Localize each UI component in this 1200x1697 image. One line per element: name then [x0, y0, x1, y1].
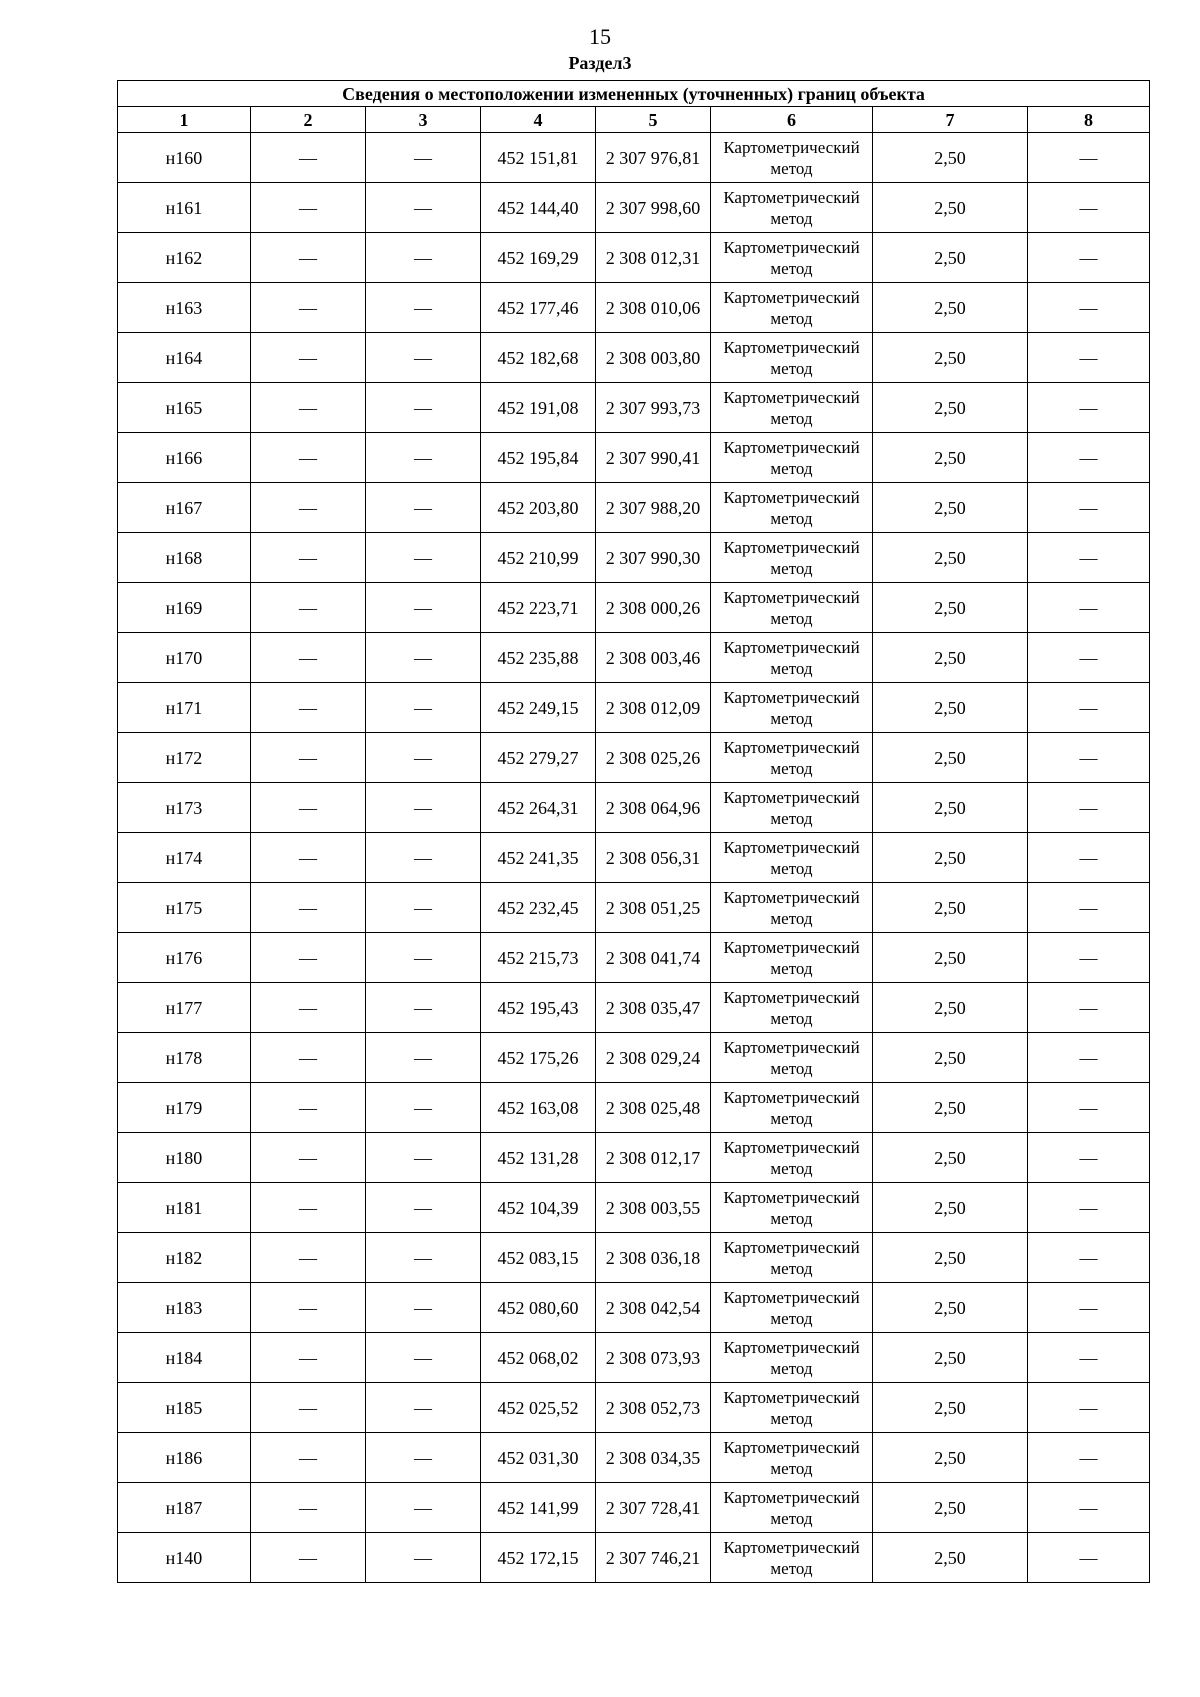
column-2-cell: — [251, 133, 366, 183]
column-3-cell: — [366, 233, 481, 283]
point-name-cell: н187 [118, 1483, 251, 1533]
table-row [118, 1533, 1150, 1583]
method-cell: Картометрический метод [711, 133, 873, 183]
point-name-cell: н174 [118, 833, 251, 883]
column-8-cell: — [1028, 183, 1150, 233]
method-cell: Картометрический метод [711, 983, 873, 1033]
method-cell: Картометрический метод [711, 183, 873, 233]
y-coordinate-cell: 2 308 010,06 [596, 283, 711, 333]
column-8-cell: — [1028, 883, 1150, 933]
column-3-cell: — [366, 1483, 481, 1533]
table-row [118, 283, 1150, 333]
column-8-cell: — [1028, 983, 1150, 1033]
column-3-cell: — [366, 933, 481, 983]
table-row [118, 833, 1150, 883]
y-coordinate-cell: 2 307 990,41 [596, 433, 711, 483]
accuracy-cell: 2,50 [873, 1283, 1028, 1333]
x-coordinate-cell: 452 241,35 [481, 833, 596, 883]
column-8-cell: — [1028, 783, 1150, 833]
x-coordinate-cell: 452 215,73 [481, 933, 596, 983]
point-name-cell: н167 [118, 483, 251, 533]
column-2-cell: — [251, 1483, 366, 1533]
x-coordinate-cell: 452 172,15 [481, 1533, 596, 1583]
column-2-cell: — [251, 1083, 366, 1133]
table-body [118, 81, 1150, 1583]
y-coordinate-cell: 2 308 000,26 [596, 583, 711, 633]
method-cell: Картометрический метод [711, 1333, 873, 1383]
table-row [118, 433, 1150, 483]
table-row [118, 1233, 1150, 1283]
table-row [118, 1283, 1150, 1333]
column-header-7: 7 [873, 107, 1028, 133]
table-caption-row [118, 81, 1150, 107]
method-cell: Картометрический метод [711, 783, 873, 833]
column-8-cell: — [1028, 583, 1150, 633]
table-row [118, 633, 1150, 683]
column-3-cell: — [366, 1333, 481, 1383]
y-coordinate-cell: 2 308 012,17 [596, 1133, 711, 1183]
y-coordinate-cell: 2 308 056,31 [596, 833, 711, 883]
method-cell: Картометрический метод [711, 283, 873, 333]
column-8-cell: — [1028, 1333, 1150, 1383]
column-8-cell: — [1028, 1133, 1150, 1183]
x-coordinate-cell: 452 264,31 [481, 783, 596, 833]
method-cell: Картометрический метод [711, 1183, 873, 1233]
accuracy-cell: 2,50 [873, 433, 1028, 483]
accuracy-cell: 2,50 [873, 883, 1028, 933]
point-name-cell: н172 [118, 733, 251, 783]
x-coordinate-cell: 452 177,46 [481, 283, 596, 333]
point-name-cell: н177 [118, 983, 251, 1033]
x-coordinate-cell: 452 249,15 [481, 683, 596, 733]
x-coordinate-cell: 452 195,84 [481, 433, 596, 483]
accuracy-cell: 2,50 [873, 1383, 1028, 1433]
column-3-cell: — [366, 1183, 481, 1233]
column-3-cell: — [366, 583, 481, 633]
point-name-cell: н166 [118, 433, 251, 483]
accuracy-cell: 2,50 [873, 1333, 1028, 1383]
table-row [118, 1383, 1150, 1433]
column-2-cell: — [251, 733, 366, 783]
table-row [118, 133, 1150, 183]
accuracy-cell: 2,50 [873, 483, 1028, 533]
x-coordinate-cell: 452 025,52 [481, 1383, 596, 1433]
column-header-5: 5 [596, 107, 711, 133]
point-name-cell: н165 [118, 383, 251, 433]
method-cell: Картометрический метод [711, 933, 873, 983]
table-row [118, 1033, 1150, 1083]
column-3-cell: — [366, 1383, 481, 1433]
point-name-cell: н161 [118, 183, 251, 233]
x-coordinate-cell: 452 169,29 [481, 233, 596, 283]
table-row [118, 683, 1150, 733]
table-row [118, 533, 1150, 583]
method-cell: Картометрический метод [711, 1383, 873, 1433]
point-name-cell: н170 [118, 633, 251, 683]
table-row [118, 583, 1150, 633]
method-cell: Картометрический метод [711, 1483, 873, 1533]
point-name-cell: н179 [118, 1083, 251, 1133]
table-row [118, 1483, 1150, 1533]
y-coordinate-cell: 2 308 003,46 [596, 633, 711, 683]
table-row [118, 1433, 1150, 1483]
point-name-cell: н181 [118, 1183, 251, 1233]
column-8-cell: — [1028, 1233, 1150, 1283]
column-2-cell: — [251, 583, 366, 633]
accuracy-cell: 2,50 [873, 183, 1028, 233]
column-8-cell: — [1028, 333, 1150, 383]
table-caption: Сведения о местоположении измененных (уточненных) границ объекта [118, 81, 1150, 107]
point-name-cell: н140 [118, 1533, 251, 1583]
accuracy-cell: 2,50 [873, 733, 1028, 783]
y-coordinate-cell: 2 307 993,73 [596, 383, 711, 433]
column-3-cell: — [366, 633, 481, 683]
y-coordinate-cell: 2 308 012,31 [596, 233, 711, 283]
point-name-cell: н184 [118, 1333, 251, 1383]
column-2-cell: — [251, 183, 366, 233]
x-coordinate-cell: 452 191,08 [481, 383, 596, 433]
column-3-cell: — [366, 333, 481, 383]
column-2-cell: — [251, 1333, 366, 1383]
method-cell: Картометрический метод [711, 583, 873, 633]
column-header-6: 6 [711, 107, 873, 133]
column-2-cell: — [251, 1533, 366, 1583]
column-2-cell: — [251, 833, 366, 883]
method-cell: Картометрический метод [711, 733, 873, 783]
column-header-8: 8 [1028, 107, 1150, 133]
table-row [118, 933, 1150, 983]
column-2-cell: — [251, 233, 366, 283]
column-8-cell: — [1028, 933, 1150, 983]
method-cell: Картометрический метод [711, 833, 873, 883]
column-2-cell: — [251, 883, 366, 933]
method-cell: Картометрический метод [711, 1133, 873, 1183]
accuracy-cell: 2,50 [873, 583, 1028, 633]
table-row [118, 483, 1150, 533]
column-8-cell: — [1028, 383, 1150, 433]
point-name-cell: н178 [118, 1033, 251, 1083]
accuracy-cell: 2,50 [873, 1233, 1028, 1283]
accuracy-cell: 2,50 [873, 1533, 1028, 1583]
column-8-cell: — [1028, 733, 1150, 783]
column-2-cell: — [251, 683, 366, 733]
column-8-cell: — [1028, 133, 1150, 183]
point-name-cell: н183 [118, 1283, 251, 1333]
column-2-cell: — [251, 1283, 366, 1333]
x-coordinate-cell: 452 068,02 [481, 1333, 596, 1383]
point-name-cell: н182 [118, 1233, 251, 1283]
column-3-cell: — [366, 883, 481, 933]
y-coordinate-cell: 2 308 025,26 [596, 733, 711, 783]
method-cell: Картометрический метод [711, 333, 873, 383]
y-coordinate-cell: 2 308 012,09 [596, 683, 711, 733]
point-name-cell: н173 [118, 783, 251, 833]
column-3-cell: — [366, 1133, 481, 1183]
column-3-cell: — [366, 433, 481, 483]
column-number-row [118, 107, 1150, 133]
column-2-cell: — [251, 983, 366, 1033]
accuracy-cell: 2,50 [873, 833, 1028, 883]
y-coordinate-cell: 2 308 041,74 [596, 933, 711, 983]
y-coordinate-cell: 2 308 034,35 [596, 1433, 711, 1483]
column-header-4: 4 [481, 107, 596, 133]
y-coordinate-cell: 2 308 035,47 [596, 983, 711, 1033]
y-coordinate-cell: 2 308 025,48 [596, 1083, 711, 1133]
column-2-cell: — [251, 1033, 366, 1083]
table-row [118, 1133, 1150, 1183]
column-2-cell: — [251, 633, 366, 683]
column-8-cell: — [1028, 1483, 1150, 1533]
y-coordinate-cell: 2 307 998,60 [596, 183, 711, 233]
method-cell: Картометрический метод [711, 233, 873, 283]
column-2-cell: — [251, 1233, 366, 1283]
column-8-cell: — [1028, 1383, 1150, 1433]
section-title: Раздел3 [568, 53, 632, 73]
column-3-cell: — [366, 733, 481, 783]
y-coordinate-cell: 2 308 073,93 [596, 1333, 711, 1383]
method-cell: Картометрический метод [711, 383, 873, 433]
column-8-cell: — [1028, 1533, 1150, 1583]
column-3-cell: — [366, 1533, 481, 1583]
accuracy-cell: 2,50 [873, 1483, 1028, 1533]
x-coordinate-cell: 452 175,26 [481, 1033, 596, 1083]
accuracy-cell: 2,50 [873, 683, 1028, 733]
boundary-coordinates-table [117, 80, 1150, 1583]
method-cell: Картометрический метод [711, 1033, 873, 1083]
accuracy-cell: 2,50 [873, 233, 1028, 283]
point-name-cell: н163 [118, 283, 251, 333]
point-name-cell: н162 [118, 233, 251, 283]
accuracy-cell: 2,50 [873, 633, 1028, 683]
y-coordinate-cell: 2 308 029,24 [596, 1033, 711, 1083]
accuracy-cell: 2,50 [873, 283, 1028, 333]
method-cell: Картометрический метод [711, 1083, 873, 1133]
column-8-cell: — [1028, 683, 1150, 733]
column-2-cell: — [251, 1433, 366, 1483]
column-2-cell: — [251, 1183, 366, 1233]
column-3-cell: — [366, 1233, 481, 1283]
table-row [118, 783, 1150, 833]
column-8-cell: — [1028, 1433, 1150, 1483]
table-row [118, 883, 1150, 933]
column-2-cell: — [251, 1133, 366, 1183]
accuracy-cell: 2,50 [873, 1433, 1028, 1483]
x-coordinate-cell: 452 131,28 [481, 1133, 596, 1183]
column-3-cell: — [366, 1283, 481, 1333]
column-3-cell: — [366, 383, 481, 433]
y-coordinate-cell: 2 307 746,21 [596, 1533, 711, 1583]
point-name-cell: н176 [118, 933, 251, 983]
method-cell: Картометрический метод [711, 683, 873, 733]
y-coordinate-cell: 2 307 990,30 [596, 533, 711, 583]
x-coordinate-cell: 452 223,71 [481, 583, 596, 633]
column-3-cell: — [366, 533, 481, 583]
column-header-2: 2 [251, 107, 366, 133]
point-name-cell: н171 [118, 683, 251, 733]
accuracy-cell: 2,50 [873, 533, 1028, 583]
column-2-cell: — [251, 333, 366, 383]
table-row [118, 1183, 1150, 1233]
column-3-cell: — [366, 783, 481, 833]
x-coordinate-cell: 452 141,99 [481, 1483, 596, 1533]
column-8-cell: — [1028, 233, 1150, 283]
y-coordinate-cell: 2 308 003,80 [596, 333, 711, 383]
point-name-cell: н169 [118, 583, 251, 633]
x-coordinate-cell: 452 144,40 [481, 183, 596, 233]
accuracy-cell: 2,50 [873, 983, 1028, 1033]
x-coordinate-cell: 452 163,08 [481, 1083, 596, 1133]
method-cell: Картометрический метод [711, 1533, 873, 1583]
point-name-cell: н186 [118, 1433, 251, 1483]
column-3-cell: — [366, 983, 481, 1033]
column-3-cell: — [366, 1083, 481, 1133]
column-header-1: 1 [118, 107, 251, 133]
column-3-cell: — [366, 1033, 481, 1083]
y-coordinate-cell: 2 307 988,20 [596, 483, 711, 533]
column-2-cell: — [251, 433, 366, 483]
column-3-cell: — [366, 133, 481, 183]
method-cell: Картометрический метод [711, 883, 873, 933]
y-coordinate-cell: 2 308 036,18 [596, 1233, 711, 1283]
y-coordinate-cell: 2 308 003,55 [596, 1183, 711, 1233]
table-row [118, 183, 1150, 233]
column-2-cell: — [251, 483, 366, 533]
x-coordinate-cell: 452 235,88 [481, 633, 596, 683]
y-coordinate-cell: 2 308 051,25 [596, 883, 711, 933]
point-name-cell: н185 [118, 1383, 251, 1433]
accuracy-cell: 2,50 [873, 783, 1028, 833]
column-8-cell: — [1028, 483, 1150, 533]
method-cell: Картометрический метод [711, 483, 873, 533]
column-8-cell: — [1028, 1183, 1150, 1233]
x-coordinate-cell: 452 104,39 [481, 1183, 596, 1233]
x-coordinate-cell: 452 080,60 [481, 1283, 596, 1333]
column-2-cell: — [251, 783, 366, 833]
method-cell: Картометрический метод [711, 533, 873, 583]
y-coordinate-cell: 2 307 976,81 [596, 133, 711, 183]
x-coordinate-cell: 452 210,99 [481, 533, 596, 583]
column-2-cell: — [251, 383, 366, 433]
column-8-cell: — [1028, 283, 1150, 333]
table-row [118, 383, 1150, 433]
table-row [118, 1333, 1150, 1383]
table-row [118, 733, 1150, 783]
y-coordinate-cell: 2 308 052,73 [596, 1383, 711, 1433]
accuracy-cell: 2,50 [873, 1033, 1028, 1083]
column-3-cell: — [366, 183, 481, 233]
point-name-cell: н168 [118, 533, 251, 583]
y-coordinate-cell: 2 307 728,41 [596, 1483, 711, 1533]
x-coordinate-cell: 452 151,81 [481, 133, 596, 183]
method-cell: Картометрический метод [711, 433, 873, 483]
accuracy-cell: 2,50 [873, 333, 1028, 383]
method-cell: Картометрический метод [711, 1233, 873, 1283]
column-8-cell: — [1028, 833, 1150, 883]
accuracy-cell: 2,50 [873, 1133, 1028, 1183]
x-coordinate-cell: 452 182,68 [481, 333, 596, 383]
column-3-cell: — [366, 683, 481, 733]
accuracy-cell: 2,50 [873, 933, 1028, 983]
column-3-cell: — [366, 483, 481, 533]
x-coordinate-cell: 452 031,30 [481, 1433, 596, 1483]
page-number: 15 [589, 24, 611, 49]
point-name-cell: н180 [118, 1133, 251, 1183]
column-2-cell: — [251, 533, 366, 583]
point-name-cell: н164 [118, 333, 251, 383]
column-3-cell: — [366, 283, 481, 333]
table-row [118, 233, 1150, 283]
column-8-cell: — [1028, 1033, 1150, 1083]
column-8-cell: — [1028, 1283, 1150, 1333]
x-coordinate-cell: 452 195,43 [481, 983, 596, 1033]
method-cell: Картометрический метод [711, 1283, 873, 1333]
x-coordinate-cell: 452 083,15 [481, 1233, 596, 1283]
y-coordinate-cell: 2 308 064,96 [596, 783, 711, 833]
column-2-cell: — [251, 283, 366, 333]
method-cell: Картометрический метод [711, 1433, 873, 1483]
accuracy-cell: 2,50 [873, 133, 1028, 183]
accuracy-cell: 2,50 [873, 1183, 1028, 1233]
column-8-cell: — [1028, 533, 1150, 583]
column-8-cell: — [1028, 433, 1150, 483]
x-coordinate-cell: 452 279,27 [481, 733, 596, 783]
table-row [118, 1083, 1150, 1133]
x-coordinate-cell: 452 203,80 [481, 483, 596, 533]
table-row [118, 983, 1150, 1033]
table-row [118, 333, 1150, 383]
column-3-cell: — [366, 833, 481, 883]
column-8-cell: — [1028, 1083, 1150, 1133]
column-2-cell: — [251, 933, 366, 983]
y-coordinate-cell: 2 308 042,54 [596, 1283, 711, 1333]
point-name-cell: н160 [118, 133, 251, 183]
point-name-cell: н175 [118, 883, 251, 933]
x-coordinate-cell: 452 232,45 [481, 883, 596, 933]
column-header-3: 3 [366, 107, 481, 133]
column-3-cell: — [366, 1433, 481, 1483]
column-8-cell: — [1028, 633, 1150, 683]
accuracy-cell: 2,50 [873, 383, 1028, 433]
method-cell: Картометрический метод [711, 633, 873, 683]
accuracy-cell: 2,50 [873, 1083, 1028, 1133]
column-2-cell: — [251, 1383, 366, 1433]
